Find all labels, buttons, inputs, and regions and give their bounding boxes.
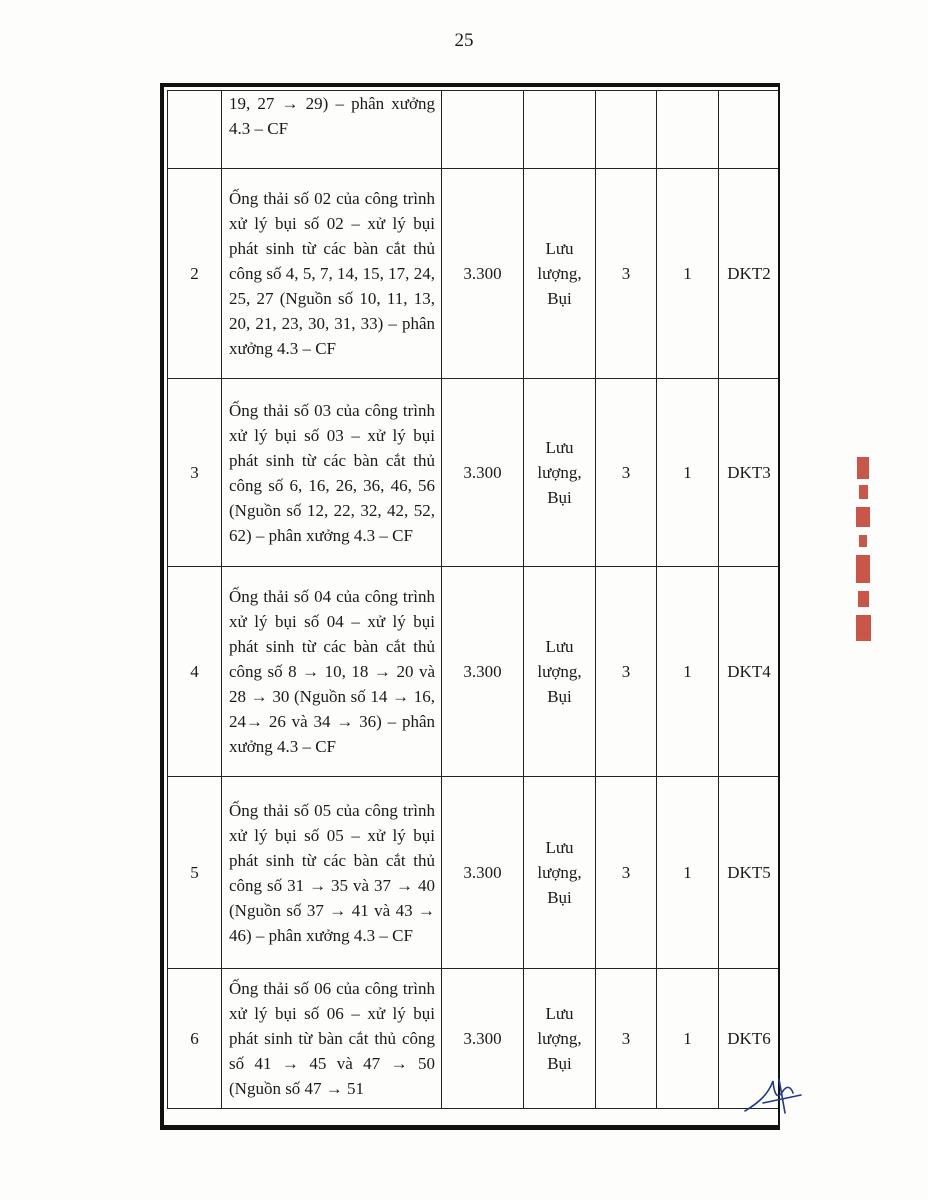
cell-code: DKT2 — [719, 169, 780, 379]
cell-parameters: Lưu lượng, Bụi — [524, 777, 596, 969]
red-stamp-mark — [853, 455, 875, 645]
cell-flow: 3.300 — [442, 169, 524, 379]
cell-code — [719, 91, 780, 169]
signature-mark — [743, 1073, 803, 1118]
cell-description: Ống thải số 06 của công trình xử lý bụi số 06 – xử lý bụi phát sinh từ bàn cắt thủ công số 41 → 45 và 47 → 50 (Nguồn số 47 → 51 — [222, 969, 442, 1109]
cell-parameters: Lưu lượng, Bụi — [524, 969, 596, 1109]
cell-frequency — [596, 91, 657, 169]
cell-frequency: 3 — [596, 969, 657, 1109]
cell-stt — [168, 91, 222, 169]
cell-parameters: Lưu lượng, Bụi — [524, 379, 596, 567]
cell-count: 1 — [657, 169, 719, 379]
table-frame — [160, 83, 780, 1130]
cell-code: DKT6 — [719, 969, 780, 1109]
cell-parameters — [524, 91, 596, 169]
cell-flow: 3.300 — [442, 969, 524, 1109]
emission-monitoring-table — [167, 90, 780, 1109]
cell-frequency: 3 — [596, 777, 657, 969]
table-row — [168, 567, 780, 777]
cell-count — [657, 91, 719, 169]
table-row — [168, 379, 780, 567]
cell-stt: 6 — [168, 969, 222, 1109]
cell-stt: 3 — [168, 379, 222, 567]
cell-parameters: Lưu lượng, Bụi — [524, 567, 596, 777]
cell-count: 1 — [657, 567, 719, 777]
cell-description: Ống thải số 03 của công trình xử lý bụi số 03 – xử lý bụi phát sinh từ các bàn cắt thủ công số 6, 16, 26, 36, 46, 56 (Nguồn số 12, 22, 32, 42, 52, 62) – phân xưởng 4.3 – CF — [222, 379, 442, 567]
cell-code: DKT5 — [719, 777, 780, 969]
cell-frequency: 3 — [596, 169, 657, 379]
cell-count: 1 — [657, 379, 719, 567]
cell-code: DKT3 — [719, 379, 780, 567]
cell-flow — [442, 91, 524, 169]
table-row — [168, 91, 780, 169]
cell-code: DKT4 — [719, 567, 780, 777]
cell-flow: 3.300 — [442, 777, 524, 969]
table-row — [168, 969, 780, 1109]
cell-flow: 3.300 — [442, 567, 524, 777]
cell-frequency: 3 — [596, 567, 657, 777]
cell-stt: 4 — [168, 567, 222, 777]
cell-flow: 3.300 — [442, 379, 524, 567]
cell-description: 19, 27 → 29) – phân xưởng 4.3 – CF — [222, 91, 442, 169]
cell-stt: 2 — [168, 169, 222, 379]
cell-description: Ống thải số 05 của công trình xử lý bụi số 05 – xử lý bụi phát sinh từ các bàn cắt thủ công số 31 → 35 và 37 → 40 (Nguồn số 37 → 41 và 43 → 46) – phân xưởng 4.3 – CF — [222, 777, 442, 969]
table-row — [168, 777, 780, 969]
cell-count: 1 — [657, 777, 719, 969]
cell-frequency: 3 — [596, 379, 657, 567]
cell-description: Ống thải số 02 của công trình xử lý bụi số 02 – xử lý bụi phát sinh từ các bàn cắt thủ công số 4, 5, 7, 14, 15, 17, 24, 25, 27 (Nguồn số 10, 11, 13, 20, 21, 23, 30, 31, 33) – phân xưởng 4.3 – CF — [222, 169, 442, 379]
cell-description: Ống thải số 04 của công trình xử lý bụi số 04 – xử lý bụi phát sinh từ các bàn cắt thủ công số 8 → 10, 18 → 20 và 28 → 30 (Nguồn số 14 → 16, 24→ 26 và 34 → 36) – phân xưởng 4.3 – CF — [222, 567, 442, 777]
cell-stt: 5 — [168, 777, 222, 969]
page-number: 25 — [454, 30, 474, 51]
cell-parameters: Lưu lượng, Bụi — [524, 169, 596, 379]
table-row — [168, 169, 780, 379]
cell-count: 1 — [657, 969, 719, 1109]
